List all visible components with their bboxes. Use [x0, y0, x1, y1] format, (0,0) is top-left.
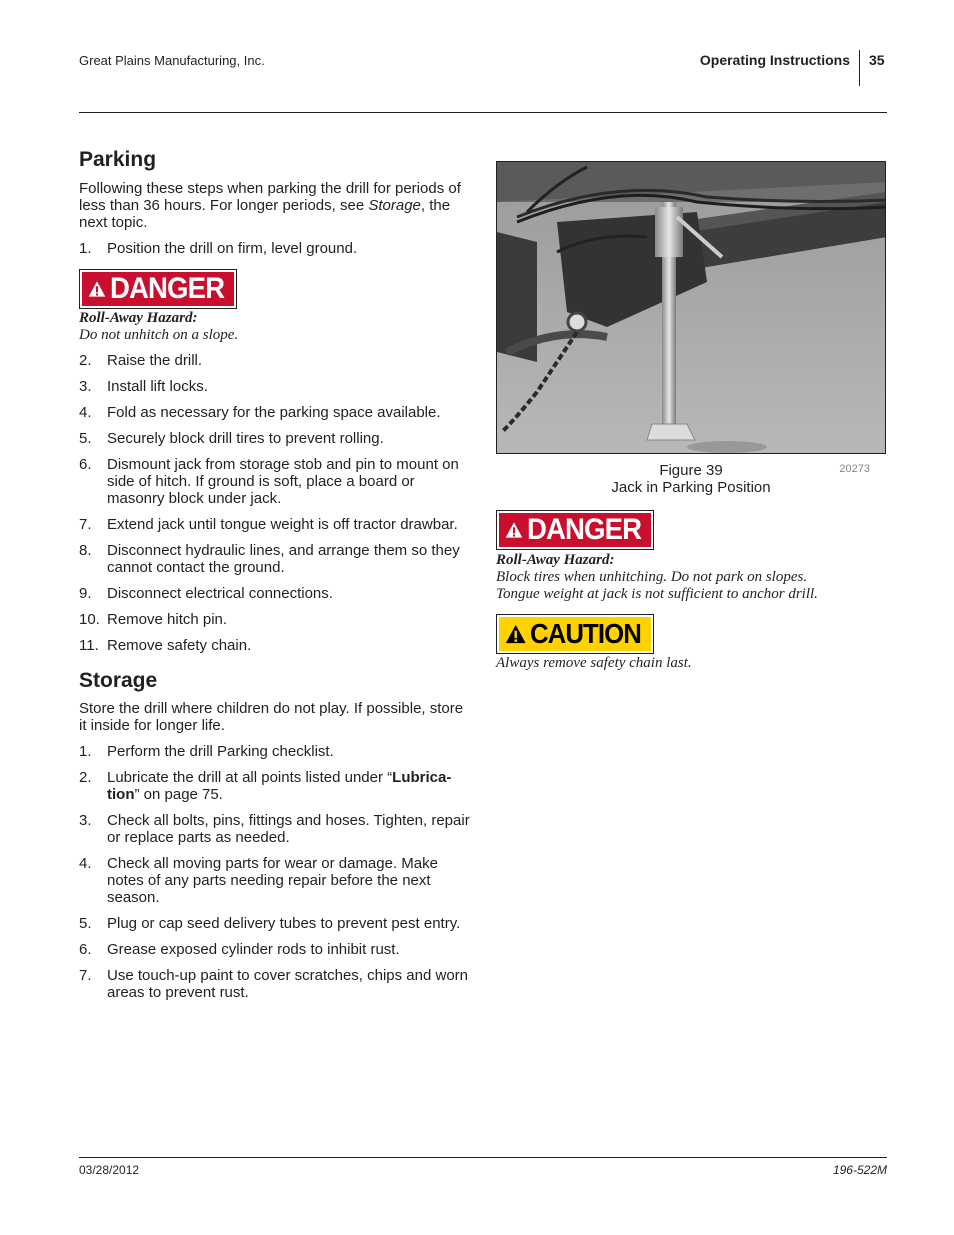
lubrication-reference: Lubrica-tion	[107, 769, 452, 803]
parking-steps-list	[79, 352, 474, 663]
figure-image-id: 20273	[839, 463, 870, 475]
jack-photo	[496, 161, 886, 454]
storage-intro: Store the drill where children do not play. If possible, store it inside for longer life.	[79, 700, 464, 734]
danger-word: DANGER	[109, 272, 225, 305]
list-item: 7. Extend jack until tongue weight is off tractor drawbar.	[79, 516, 458, 533]
list-item: 8. Disconnect hydraulic lines, and arrange them so they cannot contact the ground.	[79, 542, 460, 576]
header-section: Operating Instructions	[699, 52, 850, 68]
hazard-text-line1: Block tires when unhitching. Do not park on slopes.	[496, 569, 808, 585]
caution-word: CAUTION	[530, 618, 642, 649]
list-item: 1. Position the drill on firm, level ground.	[79, 240, 358, 257]
page-number: 35	[869, 52, 885, 68]
list-item: 2. Raise the drill.	[79, 352, 203, 369]
list-item: 2. Lubricate the drill at all points listed under “Lubrica-tion” on page 75.	[79, 769, 452, 803]
list-item: 3. Install lift locks.	[79, 378, 208, 395]
footer-rule	[79, 1157, 887, 1158]
danger-word: DANGER	[526, 513, 642, 546]
storage-heading: Storage	[79, 669, 158, 692]
list-item: 4. Check all moving parts for wear or damage. Make notes of any parts needing repair before the next season.	[79, 855, 438, 906]
caution-sign	[497, 615, 653, 653]
footer-date: 03/28/2012	[79, 1163, 140, 1177]
figure-number: Figure 39	[659, 462, 723, 479]
warning-triangle-icon	[505, 518, 523, 542]
list-item: 6. Grease exposed cylinder rods to inhibit rust.	[79, 941, 400, 958]
list-item: 3. Check all bolts, pins, fittings and hoses. Tighten, repair or replace parts as needed.	[79, 812, 470, 846]
footer-doc-number: 196-522M	[832, 1163, 887, 1177]
danger-sign-right	[497, 511, 653, 549]
list-item: 11. Remove safety chain.	[79, 637, 252, 654]
parking-heading: Parking	[79, 148, 157, 171]
jack-illustration	[497, 162, 886, 454]
header-company: Great Plains Manufacturing, Inc.	[79, 53, 265, 68]
danger-note-right	[496, 552, 818, 603]
parking-intro: Following these steps when parking the drill for periods of less than 36 hours. For longer periods, see Storage, the next topic.	[79, 180, 461, 231]
hazard-title: Roll-Away Hazard:	[79, 310, 198, 326]
danger-sign	[80, 270, 236, 308]
list-item: 10. Remove hitch pin.	[79, 611, 228, 628]
parking-step-1-list	[79, 240, 474, 266]
list-item: 5. Plug or cap seed delivery tubes to prevent pest entry.	[79, 915, 461, 932]
header-rule	[79, 112, 887, 113]
figure-caption	[496, 462, 886, 496]
list-item: 6. Dismount jack from storage stob and pin to mount on side of hitch. If ground is soft, place a board or masonry block under jack.	[79, 456, 459, 507]
list-item: 4. Fold as necessary for the parking space available.	[79, 404, 441, 421]
list-item: 7. Use touch-up paint to cover scratches, chips and worn areas to prevent rust.	[79, 967, 469, 1001]
list-item: 9. Disconnect electrical connections.	[79, 585, 333, 602]
caution-note: Always remove safety chain last.	[496, 655, 692, 671]
hazard-text-line2: Tongue weight at jack is not sufficient to anchor drill.	[496, 586, 818, 602]
danger-note	[79, 310, 238, 344]
figure-title: Jack in Parking Position	[611, 479, 771, 496]
storage-reference: Storage	[368, 197, 421, 214]
hazard-text: Do not unhitch on a slope.	[79, 327, 239, 343]
warning-triangle-icon	[88, 277, 106, 301]
storage-steps-list	[79, 743, 474, 1010]
list-item: 1. Perform the drill Parking checklist.	[79, 743, 334, 760]
hazard-title: Roll-Away Hazard:	[496, 552, 615, 568]
warning-triangle-icon	[505, 622, 526, 646]
header-divider	[859, 50, 860, 86]
list-item: 5. Securely block drill tires to prevent rolling.	[79, 430, 384, 447]
